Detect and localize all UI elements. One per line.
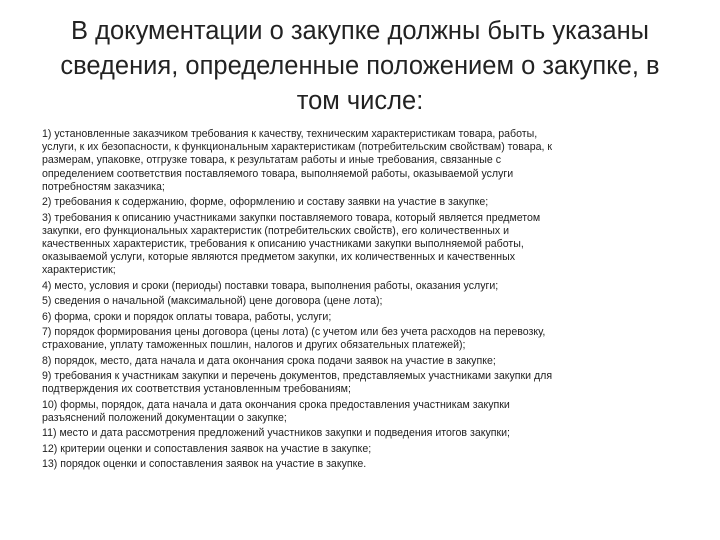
- item-line: потребностям заказчика;: [42, 180, 165, 193]
- list-item: [42, 458, 682, 471]
- item-line: 13) порядок оценки и сопоставления заявок на участие в закупке.: [42, 457, 367, 470]
- list-item: [42, 280, 682, 293]
- list-item: [42, 399, 682, 425]
- requirements-list: [42, 128, 682, 473]
- item-line: страхование, уплату таможенных пошлин, налогов и других обязательных платежей);: [42, 339, 466, 352]
- list-item: [42, 311, 682, 324]
- slide-title: [40, 14, 680, 119]
- item-line: 6) форма, сроки и порядок оплаты товара, работы, услуги;: [42, 310, 332, 323]
- item-line: 10) формы, порядок, дата начала и дата окончания срока предоставления участникам закупки: [42, 398, 510, 411]
- item-line: 5) сведения о начальной (максимальной) цене договора (цене лота);: [42, 295, 383, 308]
- list-item: [42, 212, 682, 278]
- list-item: [42, 326, 682, 352]
- list-item: [42, 427, 682, 440]
- item-line: 4) место, условия и сроки (периоды) поставки товара, выполнения работы, оказания услуги;: [42, 279, 499, 292]
- item-line: подтверждения их соответствия установленным требованиям;: [42, 383, 351, 396]
- item-line: 12) критерии оценки и сопоставления заявок на участие в закупке;: [42, 442, 372, 455]
- item-line: качественных характеристик, требования к описанию участниками закупки выполняемой работы,: [42, 238, 524, 250]
- item-line: 9) требования к участникам закупки и перечень документов, представляемых участниками закупки для: [42, 369, 553, 382]
- title-line: В документации о закупке должны быть указаны: [70, 17, 650, 45]
- list-item: [42, 295, 682, 308]
- list-item: [42, 370, 682, 396]
- item-line: закупки, его функциональных характеристик (потребительских свойств), его количественных и: [42, 224, 510, 237]
- title-line: том числе:: [296, 87, 424, 115]
- item-line: размерам, упаковке, отгрузке товара, к результатам работы и иные требования, связанные с: [42, 154, 502, 167]
- item-line: 7) порядок формирования цены договора (цены лота) (с учетом или без учета расходов на перевозку,: [42, 325, 546, 338]
- item-line: 11) место и дата рассмотрения предложений участников закупки и подведения итогов закупки;: [42, 427, 510, 440]
- list-item: [42, 355, 682, 368]
- item-line: оказываемой услуги, которые являются предметом закупки, их количественных и качественных: [42, 251, 516, 264]
- item-line: 3) требования к описанию участниками закупки поставляемого товара, который является предметом: [42, 211, 541, 224]
- item-line: услуги, к их безопасности, к функциональным характеристикам (потребительским свойствам) товара, к: [42, 141, 552, 154]
- title-line: сведения, определенные положением о закупке, в: [60, 52, 660, 80]
- list-item: [42, 196, 682, 209]
- item-line: 1) установленные заказчиком требования к качеству, техническим характеристикам товара, работы,: [42, 128, 538, 140]
- item-line: определением соответствия поставляемого товара, выполняемой работы, оказываемой услуги: [42, 167, 514, 180]
- item-line: характеристик;: [42, 264, 116, 277]
- item-line: 8) порядок, место, дата начала и дата окончания срока подачи заявок на участие в закупке;: [42, 354, 496, 367]
- item-line: разъяснений положений документации о закупке;: [42, 411, 287, 424]
- item-line: 2) требования к содержанию, форме, оформлению и составу заявки на участие в закупке;: [42, 196, 489, 209]
- list-item: [42, 443, 682, 456]
- list-item: [42, 128, 682, 194]
